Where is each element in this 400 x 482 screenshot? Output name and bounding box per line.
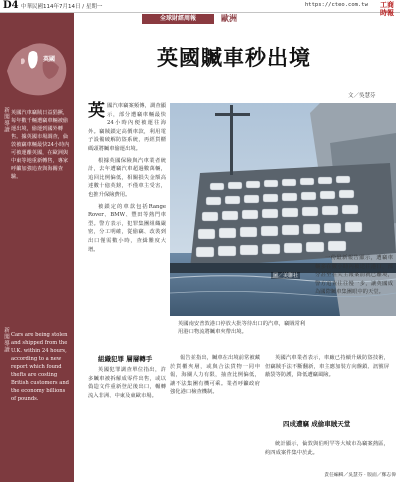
map-label: 英國 [43, 56, 56, 63]
photo-caption: 英國南安普敦港口停放大批等待出口的汽車，竊賊常利用港口物流將贓車夾帶出境。 [178, 321, 306, 335]
byline: 文／吳慧芬 [348, 93, 376, 99]
europe-map-icon [3, 31, 71, 101]
summary-en: Cars are being stolen and shipped from the U.K. within 24 hours, according to a new report which found thefts are costing British customers and the economy billions of pounds. [11, 332, 69, 402]
paragraph: 英國汽車業者表示，車廠已持續升級防盜技術，但竊賊手法不斷翻新，車主應加裝方向盤鎖、訊號屏蔽袋等防護，降低遭竊風險。 [265, 355, 389, 379]
article-column-d [265, 354, 389, 414]
logo-line-1: 工商 [380, 0, 394, 9]
paragraph: 英國犯罪調查單位指出，許多贓車被拆解成零件出售，或以偽造文件重新登記後出口，輾轉流入非洲、中東及東歐市場。 [88, 367, 166, 399]
paragraph: 統計顯示，倫敦與伯明罕等大城市為竊案熱區，約四成案件集中於此。 [265, 441, 389, 456]
drop-cap: 英 [88, 101, 105, 121]
logo-line-2: 時報 [380, 8, 394, 17]
subheading-2: 四成遭竊 成偷車賊天堂 [283, 420, 351, 428]
photo-credit: 圖／美聯社 [273, 273, 299, 279]
sidebar-tab-en: 新聞導讀 [3, 327, 9, 353]
sidebar-panel [0, 13, 74, 482]
paragraph: 被鎖定的車款包括Range Rover、BMW、豐田等熱門車型。警方表示，犯罪集團組織嚴密，分工明確，從偷竊、改裝到出口僅需數小時，查緝難度大增。 [88, 203, 166, 253]
page-title: 英國贓車秒出境 [157, 45, 311, 70]
article-column-a [88, 102, 166, 332]
article-column-e [265, 440, 389, 460]
page-footer: 責任編輯／吳慧芬 · 版面／鄭志偉 [324, 473, 396, 478]
page-number: D4 [3, 0, 19, 11]
paragraph: 根據英國保險與汽車業者統計，去年遭竊汽車超過數萬輛，追回比例偏低，相關損失金額高達數十億英鎊，不僅車主受害，也推升保險費用。 [88, 157, 166, 198]
sidebar-tab-zh: 新聞導讀 [3, 107, 9, 133]
region-tag: 歐洲 [221, 14, 237, 23]
article-column-b [88, 366, 166, 466]
newspaper-logo [378, 1, 396, 19]
page-header [0, 0, 400, 17]
section-banner: 全球財經周報 [142, 14, 214, 24]
paragraph: 一份最新報告顯示，遭竊車輛多在數小時內被送往港口，部分甚至在失主報案前就已離境，警方追查往往慢一步，讓英國成為國際贓車集團眼中的天堂。 [315, 255, 393, 296]
subheading-1: 組織犯罪 層層轉手 [98, 355, 153, 363]
paragraph [88, 102, 166, 154]
date-line: 中華民國114年7月14日 / 星期一 [21, 4, 103, 10]
summary-zh: 英國汽車竊賊日益猖獗，每年數千輛遭竊車輛被偷運出境，偷運到國外轉售。據英國市場調查，倫敦被竊車輛最快24小時內可被運離英國，在歐洲與中東等地重新轉售，專家呼籲加強追查與海關查驗。 [11, 110, 70, 180]
article-column-c [170, 354, 260, 459]
article-column-right [315, 254, 393, 344]
paragraph-text: 國汽車竊案頻傳，調查顯示，部分遭竊車輛最快24小時內便被運往海外。竊賊鎖定高價車款，利用電子設備破解防盜系統，再經貨櫃碼頭將贓車偷運出境。 [88, 103, 166, 152]
paragraph: 報告並指出，贓車在出境前常被藏於貨櫃夾層，或與合法貨物一同申報，海關人力有限，抽查比例偏低，讓不法集團有機可乘。業者呼籲政府強化港口檢查機制。 [170, 355, 260, 396]
site-url[interactable]: https://cteo.com.tw [305, 2, 368, 8]
